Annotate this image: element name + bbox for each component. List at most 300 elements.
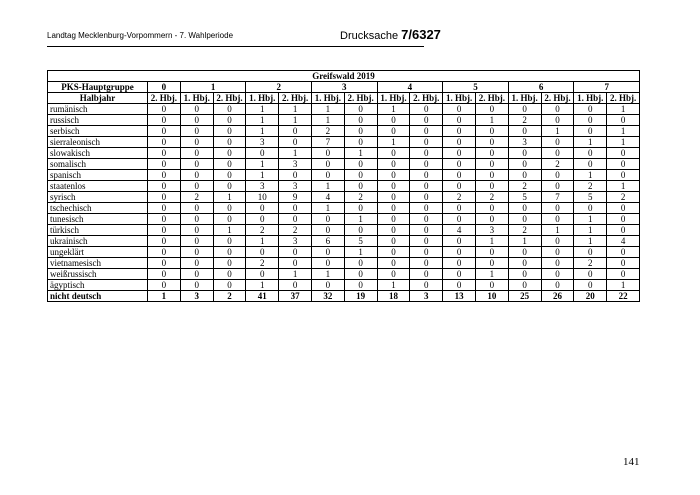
table-cell: 1 [311,269,344,280]
table-cell: 1 [213,225,246,236]
table-cell: 0 [541,104,574,115]
table-cell: 0 [148,137,181,148]
table-cell: 19 [344,291,377,302]
table-cell: 0 [148,192,181,203]
table-body [48,104,640,302]
halfyear-header-cell: 2. Hbj. [410,93,443,104]
table-cell: 0 [180,137,213,148]
table-cell: 0 [607,115,640,126]
table-cell: 1 [246,104,279,115]
table-cell: 4 [311,192,344,203]
table-row [48,148,640,159]
table-cell: 0 [148,236,181,247]
table-cell: 0 [541,170,574,181]
table-cell: 0 [410,225,443,236]
table-cell: 0 [443,236,476,247]
halfyear-header-cell: 2. Hbj. [607,93,640,104]
table-cell: 0 [213,258,246,269]
table-cell: 1 [246,115,279,126]
table-cell: 0 [213,126,246,137]
table-cell: 1 [541,225,574,236]
table-cell: 0 [574,247,607,258]
table-row [48,126,640,137]
halfyear-header-cell: 1. Hbj. [508,93,541,104]
table-cell: 0 [475,214,508,225]
table-row [48,203,640,214]
table-cell: 0 [410,181,443,192]
halfyear-header-cell: 1. Hbj. [180,93,213,104]
table-cell: 0 [508,126,541,137]
table-cell: 1 [508,236,541,247]
table-cell: 1 [377,280,410,291]
table-cell: 0 [148,203,181,214]
table-cell: 0 [508,170,541,181]
table-cell: 1 [574,225,607,236]
table-cell: 0 [475,170,508,181]
table-cell: 0 [311,247,344,258]
table-cell: 0 [377,247,410,258]
table-cell: 0 [574,269,607,280]
table-cell: 0 [311,225,344,236]
table-cell: 0 [213,148,246,159]
table-cell: 1 [607,104,640,115]
table-cell: 1 [246,170,279,181]
row-label: vietnamesisch [48,258,148,269]
table-cell: 0 [443,159,476,170]
table-cell: 1 [574,170,607,181]
table-cell: 0 [180,104,213,115]
table-cell: 10 [246,192,279,203]
table-cell: 0 [475,181,508,192]
table-cell: 0 [607,247,640,258]
table-cell: 0 [443,126,476,137]
table-cell: 2 [574,258,607,269]
table-cell: 2 [574,181,607,192]
table-cell: 0 [410,214,443,225]
table-cell: 1 [311,115,344,126]
statistics-table-container [47,70,639,302]
table-cell: 0 [344,126,377,137]
table-cell: 1 [607,137,640,148]
table-cell: 0 [541,214,574,225]
statistics-table [47,70,640,302]
table-cell: 0 [607,214,640,225]
table-cell: 0 [541,148,574,159]
row-label: ukrainisch [48,236,148,247]
halfyear-label: Halbjahr [48,93,148,104]
header-rule [47,46,424,47]
table-cell: 0 [377,236,410,247]
table-cell: 0 [279,247,312,258]
table-cell: 0 [443,148,476,159]
halfyear-header-cell: 2. Hbj. [541,93,574,104]
table-cell: 0 [148,269,181,280]
table-cell: 1 [574,236,607,247]
table-cell: 2 [246,258,279,269]
table-cell: 0 [246,247,279,258]
table-cell: 0 [541,203,574,214]
table-cell: 0 [541,247,574,258]
table-cell: 0 [344,159,377,170]
table-cell: 10 [475,291,508,302]
table-cell: 0 [410,159,443,170]
table-cell: 3 [180,291,213,302]
table-cell: 0 [213,137,246,148]
table-cell: 0 [246,214,279,225]
table-cell: 1 [475,269,508,280]
table-cell: 13 [443,291,476,302]
table-cell: 0 [213,236,246,247]
table-cell: 0 [344,115,377,126]
row-label: spanisch [48,170,148,181]
table-row [48,192,640,203]
table-cell: 0 [344,104,377,115]
table-cell: 0 [148,159,181,170]
table-cell: 2 [213,291,246,302]
row-label: rumänisch [48,104,148,115]
table-cell: 1 [344,214,377,225]
table-cell: 0 [180,225,213,236]
row-label: weißrussisch [48,269,148,280]
table-cell: 0 [508,159,541,170]
table-cell: 1 [311,203,344,214]
table-row [48,247,640,258]
table-cell: 0 [180,258,213,269]
table-cell: 0 [541,269,574,280]
table-cell: 0 [410,104,443,115]
table-cell: 0 [508,280,541,291]
table-cell: 2 [311,126,344,137]
table-cell: 0 [246,269,279,280]
halfyear-header-cell: 2. Hbj. [279,93,312,104]
table-cell: 0 [508,203,541,214]
group-header-cell: 0 [148,82,181,93]
table-cell: 0 [180,280,213,291]
table-cell: 0 [508,148,541,159]
group-header-cell: 2 [246,82,312,93]
table-cell: 0 [410,236,443,247]
table-cell: 0 [410,148,443,159]
table-cell: 0 [180,181,213,192]
table-cell: 0 [508,269,541,280]
row-label: tunesisch [48,214,148,225]
group-header-cell: 5 [443,82,509,93]
table-cell: 1 [311,104,344,115]
table-cell: 2 [344,192,377,203]
table-cell: 0 [213,214,246,225]
row-label: serbisch [48,126,148,137]
table-cell: 0 [148,258,181,269]
table-cell: 0 [574,115,607,126]
table-cell: 7 [311,137,344,148]
table-cell: 0 [148,247,181,258]
table-cell: 0 [443,280,476,291]
table-cell: 0 [443,181,476,192]
table-cell: 0 [377,159,410,170]
table-cell: 0 [443,137,476,148]
table-cell: 0 [475,159,508,170]
group-label: PKS-Hauptgruppe [48,82,148,93]
table-cell: 32 [311,291,344,302]
table-cell: 0 [377,126,410,137]
table-cell: 0 [541,137,574,148]
table-cell: 6 [311,236,344,247]
table-cell: 0 [148,115,181,126]
table-cell: 0 [180,269,213,280]
table-cell: 0 [508,214,541,225]
table-cell: 2 [279,225,312,236]
table-cell: 0 [311,258,344,269]
table-cell: 1 [541,126,574,137]
table-cell: 0 [246,148,279,159]
table-cell: 0 [213,115,246,126]
table-cell: 0 [410,170,443,181]
table-cell: 3 [246,181,279,192]
table-cell: 0 [541,236,574,247]
table-cell: 1 [213,192,246,203]
halfyear-header-row [48,93,640,104]
table-cell: 2 [475,192,508,203]
table-cell: 0 [279,214,312,225]
doc-prefix: Drucksache [340,30,399,42]
total-label: nicht deutsch [48,291,148,302]
table-cell: 1 [377,104,410,115]
table-cell: 0 [311,280,344,291]
table-cell: 0 [475,280,508,291]
table-cell: 2 [541,159,574,170]
table-cell: 20 [574,291,607,302]
table-row [48,104,640,115]
table-cell: 25 [508,291,541,302]
halfyear-header-cell: 2. Hbj. [344,93,377,104]
table-cell: 1 [279,115,312,126]
table-cell: 0 [213,280,246,291]
group-header-cell: 4 [377,82,443,93]
table-cell: 2 [180,192,213,203]
table-cell: 0 [279,126,312,137]
table-cell: 0 [443,258,476,269]
table-cell: 1 [246,280,279,291]
table-cell: 37 [279,291,312,302]
group-header-cell: 3 [311,82,377,93]
table-cell: 0 [180,170,213,181]
table-cell: 0 [311,170,344,181]
halfyear-header-cell: 1. Hbj. [574,93,607,104]
row-label: türkisch [48,225,148,236]
table-cell: 0 [148,170,181,181]
table-cell: 0 [541,115,574,126]
table-cell: 1 [475,236,508,247]
table-cell: 0 [410,115,443,126]
table-cell: 0 [180,247,213,258]
table-cell: 0 [443,104,476,115]
table-cell: 0 [410,247,443,258]
table-cell: 0 [607,225,640,236]
table-cell: 1 [311,181,344,192]
table-cell: 0 [180,115,213,126]
halfyear-header-cell: 1. Hbj. [311,93,344,104]
table-cell: 1 [344,148,377,159]
group-header-cell: 1 [180,82,246,93]
table-cell: 0 [475,258,508,269]
table-cell: 0 [213,203,246,214]
table-cell: 0 [574,104,607,115]
table-cell: 0 [475,104,508,115]
table-cell: 3 [279,236,312,247]
table-cell: 0 [410,203,443,214]
table-cell: 0 [279,170,312,181]
table-cell: 1 [475,115,508,126]
table-cell: 9 [279,192,312,203]
table-cell: 0 [344,170,377,181]
table-cell: 0 [443,247,476,258]
table-cell: 4 [607,236,640,247]
table-cell: 0 [311,214,344,225]
table-title-row [48,71,640,82]
table-cell: 0 [279,258,312,269]
table-cell: 0 [541,280,574,291]
table-cell: 0 [574,126,607,137]
table-row [48,269,640,280]
table-cell: 0 [410,137,443,148]
table-cell: 0 [574,280,607,291]
group-header-cell: 6 [508,82,574,93]
table-cell: 0 [410,280,443,291]
table-cell: 2 [508,115,541,126]
table-cell: 0 [279,137,312,148]
table-cell: 41 [246,291,279,302]
table-cell: 0 [377,170,410,181]
table-row [48,280,640,291]
document-header-left: Landtag Mecklenburg-Vorpommern - 7. Wahlperiode [47,31,234,40]
table-cell: 0 [475,126,508,137]
table-cell: 7 [541,192,574,203]
table-row [48,137,640,148]
table-cell: 0 [344,137,377,148]
table-cell: 0 [377,258,410,269]
table-cell: 0 [410,192,443,203]
table-cell: 1 [607,181,640,192]
table-cell: 0 [475,203,508,214]
table-cell: 0 [279,280,312,291]
table-cell: 5 [574,192,607,203]
table-cell: 26 [541,291,574,302]
table-cell: 0 [213,159,246,170]
table-cell: 1 [607,126,640,137]
halfyear-header-cell: 2. Hbj. [213,93,246,104]
table-cell: 0 [607,148,640,159]
table-cell: 0 [574,159,607,170]
table-cell: 0 [377,269,410,280]
table-cell: 0 [344,225,377,236]
group-header-cell: 7 [574,82,640,93]
table-title: Greifswald 2019 [48,71,640,82]
table-cell: 0 [443,203,476,214]
table-cell: 0 [148,181,181,192]
table-row [48,159,640,170]
table-row [48,115,640,126]
table-cell: 0 [213,269,246,280]
table-row [48,181,640,192]
table-cell: 0 [410,126,443,137]
table-cell: 0 [344,269,377,280]
table-cell: 0 [541,258,574,269]
table-cell: 0 [377,225,410,236]
table-row [48,258,640,269]
table-cell: 1 [246,159,279,170]
row-label: syrisch [48,192,148,203]
table-cell: 3 [246,137,279,148]
row-label: staatenlos [48,181,148,192]
table-cell: 0 [410,269,443,280]
table-cell: 0 [377,148,410,159]
table-cell: 0 [443,115,476,126]
table-cell: 3 [279,181,312,192]
table-cell: 1 [246,236,279,247]
table-cell: 0 [607,170,640,181]
table-row [48,170,640,181]
page-number: 141 [623,456,640,468]
table-cell: 0 [607,203,640,214]
table-cell: 0 [148,280,181,291]
table-cell: 5 [508,192,541,203]
table-cell: 1 [344,247,377,258]
halfyear-header-cell: 1. Hbj. [443,93,476,104]
table-cell: 0 [213,104,246,115]
table-cell: 0 [377,115,410,126]
row-label: tschechisch [48,203,148,214]
table-cell: 1 [607,280,640,291]
table-cell: 0 [344,280,377,291]
table-row [48,214,640,225]
table-cell: 0 [410,258,443,269]
table-cell: 0 [475,137,508,148]
row-label: ägyptisch [48,280,148,291]
table-cell: 0 [148,126,181,137]
table-cell: 0 [443,214,476,225]
table-cell: 0 [377,181,410,192]
table-cell: 2 [443,192,476,203]
table-cell: 0 [508,258,541,269]
table-cell: 0 [574,203,607,214]
row-label: russisch [48,115,148,126]
halfyear-header-cell: 1. Hbj. [377,93,410,104]
table-cell: 0 [180,126,213,137]
table-cell: 0 [180,203,213,214]
table-row [48,236,640,247]
halfyear-header-cell: 1. Hbj. [246,93,279,104]
table-cell: 0 [180,214,213,225]
table-cell: 0 [180,159,213,170]
row-label: ungeklärt [48,247,148,258]
table-cell: 0 [607,258,640,269]
table-cell: 1 [279,148,312,159]
table-cell: 18 [377,291,410,302]
table-cell: 1 [377,137,410,148]
document-header-right [340,27,441,42]
table-cell: 1 [246,126,279,137]
table-cell: 5 [344,236,377,247]
table-cell: 1 [279,269,312,280]
table-cell: 0 [180,148,213,159]
table-cell: 2 [607,192,640,203]
table-cell: 3 [475,225,508,236]
table-cell: 0 [607,159,640,170]
table-cell: 3 [279,159,312,170]
table-cell: 1 [574,214,607,225]
table-cell: 0 [311,159,344,170]
table-cell: 0 [475,148,508,159]
